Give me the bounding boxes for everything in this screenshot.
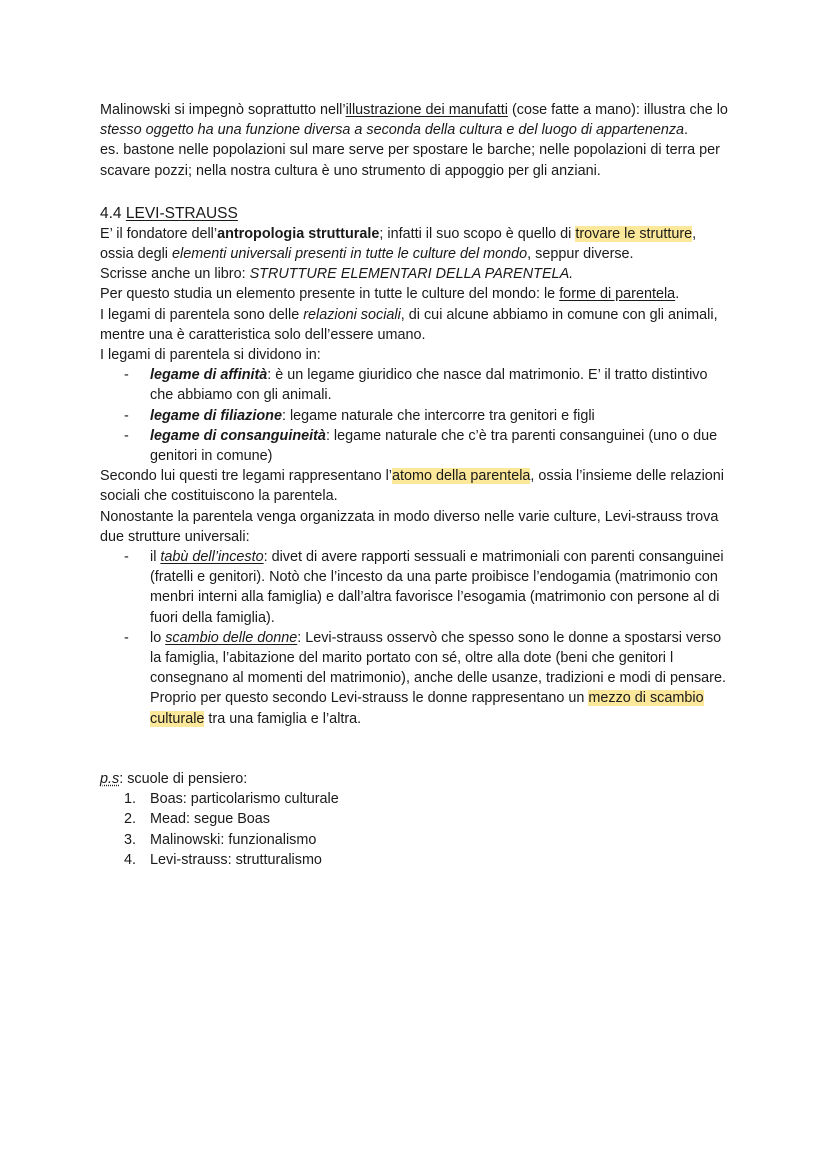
list-item: 3. Malinowski: funzionalismo [124, 831, 317, 848]
list-item: - legame di consanguineità: legame naturale che c’è tra parenti consanguinei (uno o due genitori in comune) [100, 426, 728, 466]
document-page [100, 100, 728, 870]
section-paragraph-5: I legami di parentela si dividono in: [100, 347, 321, 364]
strutture-list [100, 547, 728, 729]
highlight-mezzo: mezzo di scambio culturale [150, 690, 704, 727]
list-item: 2. Mead: segue Boas [124, 811, 271, 828]
list-item: - legame di filiazione: legame naturale che intercorre tra genitori e figli [100, 406, 728, 426]
section-paragraph-1: E’ il fondatore dell’antropologia strutturale; infatti il suo scopo è quello di trovare le strutture, ossia degli elementi universali presenti in tutte le culture del mondo, seppur diverse. [100, 225, 697, 263]
list-item: - legame di affinità: è un legame giuridico che nasce dal matrimonio. E’ il tratto distintivo che abbiamo con gli animali. [100, 365, 728, 405]
list-item: - lo scambio delle donne: Levi-strauss osservò che spesso sono le donne a spostarsi verso la famiglia, l’abitazione del marito portato con sé, oltre alla dote (beni che genitori l consegnano al momenti del matrimonio), anche delle usanze, tradizioni e modi di pensare. Proprio per questo secondo Levi-strauss le donne rappresentano un mezzo di scambio culturale tra una famiglia e l’altra. [100, 628, 728, 729]
section-heading: 4.4 LEVI-STRAUSS [100, 204, 238, 222]
section-paragraph-7: Nonostante la parentela venga organizzata in modo diverso nelle varie culture, Levi-strauss trova due strutture universali: [100, 508, 719, 545]
ps-line: p.s: scuole di pensiero: [100, 770, 248, 787]
list-item: 1. Boas: particolarismo culturale [124, 791, 339, 808]
underlined-manufatti: illustrazione dei manufatti [345, 102, 508, 118]
scuole-list [100, 789, 728, 870]
highlight-atomo: atomo della parentela [392, 468, 531, 485]
highlight-strutture: trovare le strutture [575, 225, 693, 242]
list-item: - il tabù dell’incesto: divet di avere rapporti sessuali e matrimoniali con parenti consanguinei (fratelli e genitori). Notò che l’incesto da una parte proibisce l’endogamia (matrimonio con menbri interni alla famiglia) e dall’altra favorisce l’esogamia (matrimonio con persone al di fuori della famiglia). [100, 547, 728, 628]
intro-paragraph: Malinowski si impegnò soprattutto nell’illustrazione dei manufatti (cose fatte a mano): illustra che lo stesso oggetto ha una funzione diversa a seconda della cultura e del luogo di appartenenza. [100, 102, 728, 139]
section-paragraph-4: I legami di parentela sono delle relazioni sociali, di cui alcune abbiamo in comune con gli animali, mentre una è caratteristica solo dell’essere umano. [100, 306, 718, 343]
legami-list [100, 365, 728, 466]
section-paragraph-6: Secondo lui questi tre legami rappresentano l’atomo della parentela, ossia l’insieme delle relazioni sociali che costituiscono la parentela. [100, 468, 724, 505]
list-item: 4. Levi-strauss: strutturalismo [124, 851, 322, 868]
intro-example: es. bastone nelle popolazioni sul mare serve per spostare le barche; nelle popolazioni di terra per scavare pozzi; nella nostra cultura è uno strumento di appoggio per gli anziani. [100, 142, 720, 179]
section-paragraph-3: Per questo studia un elemento presente in tutte le culture del mondo: le forme di parentela. [100, 286, 680, 303]
section-paragraph-2: Scrisse anche un libro: STRUTTURE ELEMENTARI DELLA PARENTELA. [100, 266, 574, 283]
